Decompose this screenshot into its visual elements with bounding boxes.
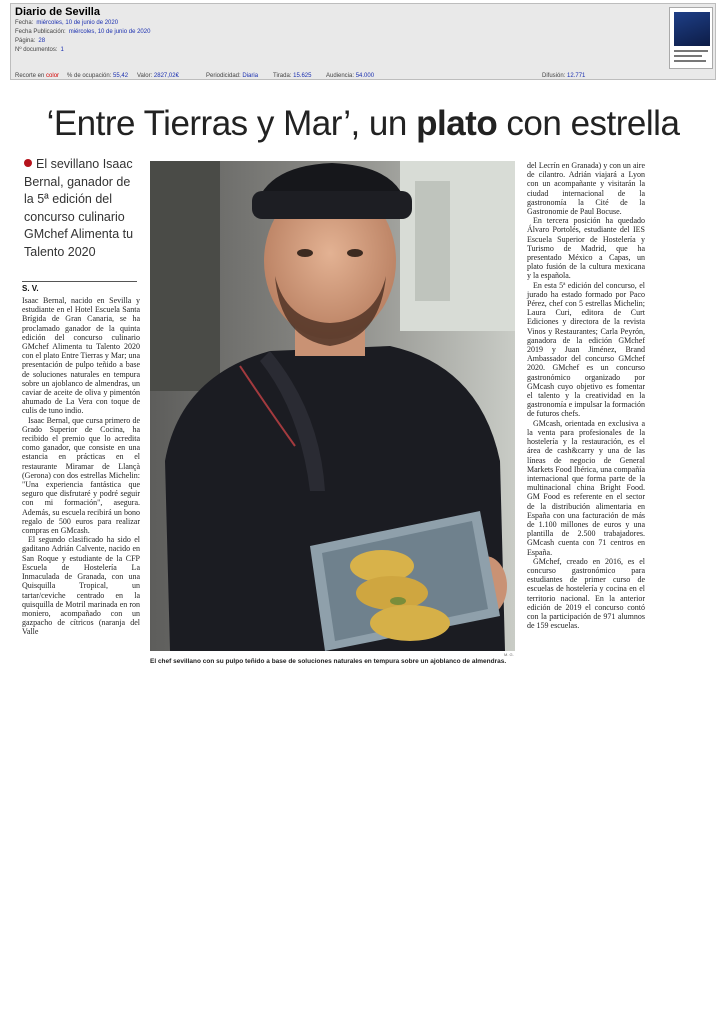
fecha-label: Fecha:	[15, 20, 34, 26]
headline-part: ‘Entre Tierras y Mar’, un	[46, 104, 417, 143]
headline-bold: plato	[416, 104, 498, 143]
ocupacion-value: 55,42	[113, 73, 129, 79]
fecha-publicacion-label: Fecha Publicación:	[15, 29, 66, 35]
paragraph: del Lecrín en Granada) y con un aire de cilantro. Adrián viajará a Lyon con un acompañante y visitarán la ciudad internacional de la gastronomía la Cité de la Gastronomie de Paul Bocuse.	[527, 161, 645, 217]
thumbnail-text-line	[674, 55, 702, 57]
audiencia-value: 54.000	[355, 73, 375, 79]
valor-label: Valor:	[137, 73, 153, 79]
periodicidad-stat	[206, 73, 258, 79]
subheadline-text: El sevillano Isaac Bernal, ganador de la 5ª edición del concurso culinario GMchef Alimenta tu Talento 2020	[24, 157, 134, 259]
clipping-header	[10, 3, 716, 80]
tirada-stat	[273, 73, 311, 79]
fecha-value: miércoles, 10 de junio de 2020	[36, 20, 119, 26]
paragraph: En tercera posición ha quedado Álvaro Portolés, estudiante del IES Escuela Superior de Hostelería y Turismo de Madrid, que ha presentado México a Capas, un plato fusión de la cultura mexicana y la española.	[527, 216, 645, 281]
paragraph: Isaac Bernal, nacido en Sevilla y estudiante en el Hotel Escuela Santa Brígida de Gran Canaria, se ha proclamado ganador de la quinta edición del concurso culinario GMchef Alimenta tu Talento 2020 con el plato Entre Tierras y Mar; una presentación de pulpo teñido a base de soluciones naturales en tempura sobre un ajoblanco de almendras, un caviar de aceite de oliva y pimentón ahumado de La Vera con toque de culis de tuno indio.	[22, 296, 140, 416]
difusion-label: Difusión:	[542, 73, 566, 79]
publication-name: Diario de Sevilla	[15, 6, 100, 18]
valor-value: 2827,02€	[153, 73, 179, 79]
photo-credit: M. G.	[504, 652, 514, 657]
headline-part: con estrella	[497, 104, 680, 143]
periodicidad-value: Diaria	[242, 73, 259, 79]
documentos-label: Nº documentos:	[15, 47, 58, 53]
chef-photo	[150, 161, 515, 651]
ocupacion-label: % de ocupación:	[67, 73, 112, 79]
subheadline	[24, 156, 142, 261]
thumbnail-text-line	[674, 50, 708, 52]
recorte-label: Recorte en	[15, 73, 45, 79]
documentos-value: 1	[60, 47, 64, 53]
pagina-row	[15, 38, 45, 44]
fecha-row	[15, 20, 118, 26]
page-thumbnail[interactable]	[669, 7, 713, 69]
byline: S. V.	[22, 284, 39, 293]
chef-photo-illustration	[150, 161, 515, 651]
paragraph: En esta 5ª edición del concurso, el jurado ha estado formado por Paco Pérez, chef con 5 estrellas Michelin; Laura Curi, editora de Curt Ediciones y directora de la revista Vinos y Restaurantes; Carla Peyrón, ganadora de la edición GMchef 2019 y Juan Jiménez, Brand Ambassador del concurso GMchef 2020. GMchef es un concurso gastronómico organizado por GMcash cuyo objetivo es fomentar el talento y la creatividad en la gastronomía e impulsar la formación de futuros chefs.	[527, 280, 645, 419]
difusion-stat	[542, 73, 585, 79]
paragraph: El segundo clasificado ha sido el gaditano Adrián Calvente, nacido en San Roque y estudiante de la CFP Escuela de Hostelería La Inmaculada de Granada, con una Quisquilla Tropical, un tartar/ceviche centrado en la quisquilla de Motril marinada en ron moniero, acompañado con un gazpacho de cítricos (naranja del Valle	[22, 535, 140, 637]
tirada-label: Tirada:	[273, 73, 292, 79]
headline	[0, 104, 726, 144]
byline-divider	[22, 281, 137, 282]
tirada-value: 15.625	[293, 73, 312, 79]
audiencia-label: Audiencia:	[326, 73, 355, 79]
fecha-publicacion-row	[15, 29, 150, 35]
documentos-row	[15, 47, 64, 53]
body-column-3	[527, 161, 645, 630]
thumbnail-text-line	[674, 60, 706, 62]
fecha-publicacion-value: miércoles, 10 de junio de 2020	[68, 29, 151, 35]
body-column-1	[22, 296, 140, 637]
pagina-label: Página:	[15, 38, 36, 44]
periodicidad-label: Periodicidad:	[206, 73, 241, 79]
recorte-stat	[15, 73, 59, 79]
paragraph: Isaac Bernal, que cursa primero de Grado Superior de Cocina, ha recibido el premio que lo acredita como ganador, que consiste en una estancia en prácticas en el restaurante Miramar de Llançà (Gerona) con dos estrellas Michelin: "Una experiencia fantástica que seguro que disfrutaré y podré seguir con mi formación", asegura. Además, su escuela recibirá un bono regalo de 500 euros para realizar compras en GMcash.	[22, 415, 140, 536]
paragraph: GMchef, creado en 2016, es el concurso gastronómico para estudiantes de primer curso de escuelas de hostelería y cocina en el territorio nacional. En la anterior edición de 2019 el concurso contó con la participación de 971 alumnos de 159 escuelas.	[527, 556, 645, 631]
paragraph: GMcash, orientada en exclusiva a la venta para profesionales de la hostelería y la restauración, es el área de cash&carry y una de las líneas de negocio de General Markets Food Ibérica, una compañía internacional que forma parte de la multinacional china Bright Food. GM Food es referente en el sector de la distribución alimentaria en España con una facturación de más de 1.100 millones de euros y una plantilla de 2.500 trabajadores. GMcash cuenta con 71 centros en España.	[527, 418, 645, 557]
audiencia-stat	[326, 73, 374, 79]
red-bullet-icon	[24, 159, 32, 167]
recorte-value: color	[46, 73, 60, 79]
pagina-value: 28	[38, 38, 46, 44]
ocupacion-stat	[67, 73, 128, 79]
thumbnail-photo	[674, 12, 710, 46]
photo-caption: El chef sevillano con su pulpo teñido a base de soluciones naturales en tempura sobre un ajoblanco de almendras.	[150, 658, 507, 665]
valor-stat	[137, 73, 179, 79]
difusion-value: 12.771	[567, 73, 586, 79]
